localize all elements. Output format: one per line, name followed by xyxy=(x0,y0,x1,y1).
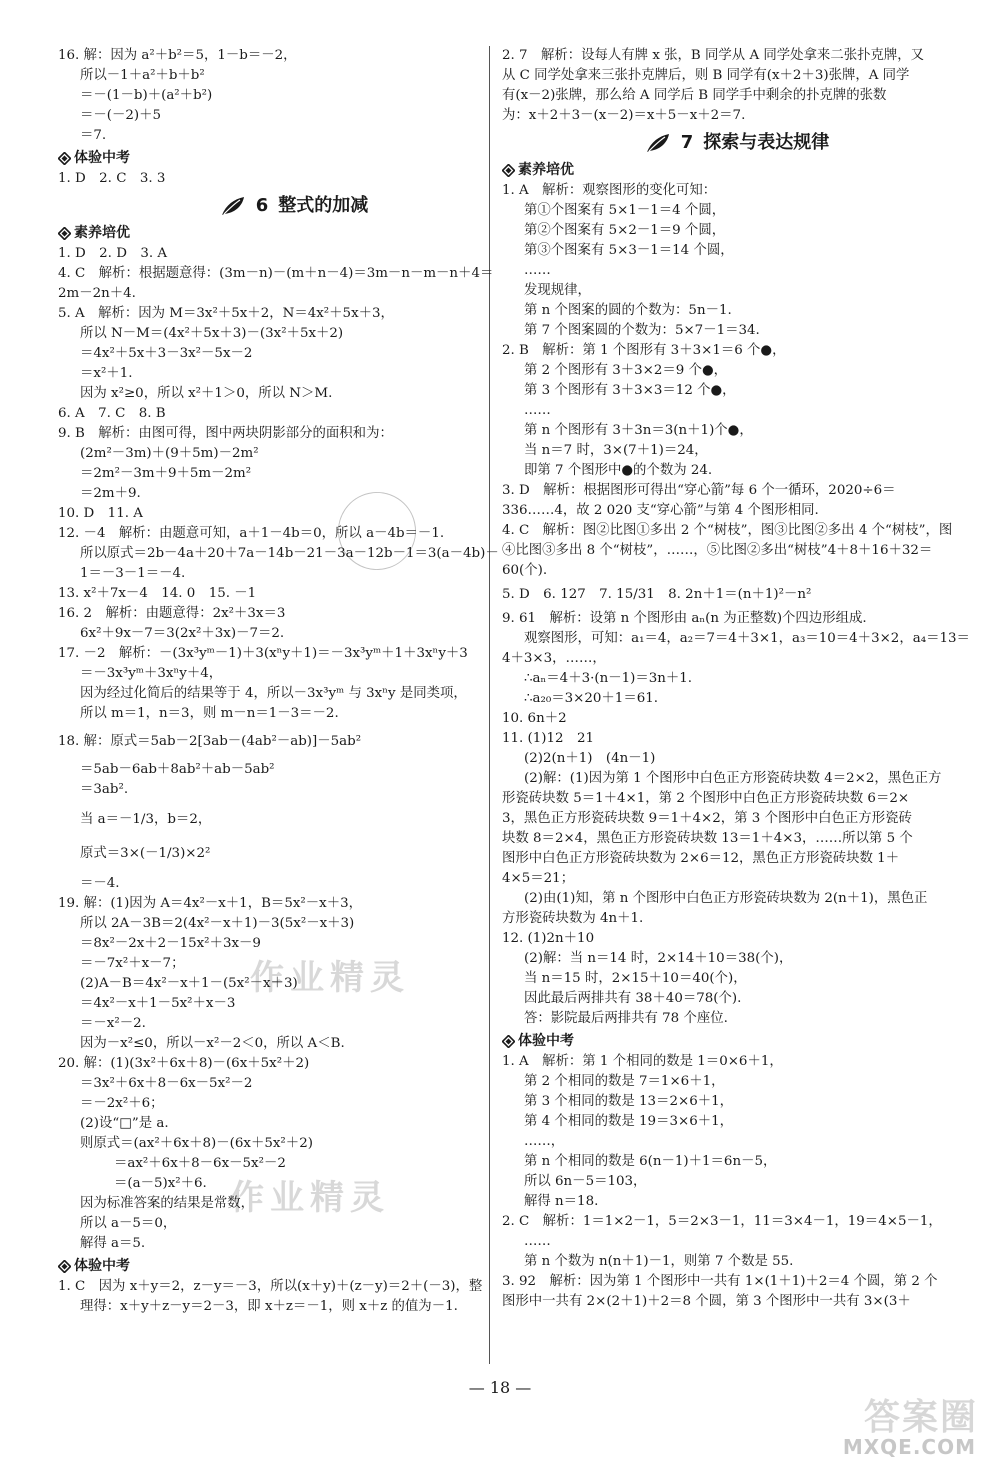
watermark-brand: 答案圈 xyxy=(863,1397,978,1438)
text-line: 第①个图案有 5×1－1＝4 个圆， xyxy=(524,203,726,218)
text-line: 20. 解：(1)(3x²＋6x＋8)－(6x＋5x²＋2) xyxy=(58,1056,310,1071)
text-line: 1. A 解析：第 1 个相同的数是 1＝0×6＋1， xyxy=(502,1054,783,1069)
text-line: 有(x－2)张牌，那么给 A 同学后 B 同学手中剩余的扑克牌的张数 xyxy=(502,88,887,103)
diamond-icon xyxy=(58,152,71,165)
section-number: 6 xyxy=(255,195,269,216)
page-number: — 18 — xyxy=(468,1378,532,1397)
text-line: 10. 6n＋2 xyxy=(502,711,567,726)
text-line: 17. －2 解析：－(3x³yᵐ－1)＋3(xⁿy＋1)＝－3x³yᵐ＋1＋3xⁿy＋3 xyxy=(58,646,468,661)
text-line: 因为－x²≤0，所以－x²－2＜0，所以 A＜B. xyxy=(80,1036,345,1051)
text-line: 第②个图案有 5×2－1＝9 个圆， xyxy=(524,223,726,238)
diamond-icon xyxy=(502,1035,515,1048)
text-line: 块数 8＝2×4，黑色正方形瓷砖块数 13＝1＋4×3，……所以第 5 个 xyxy=(502,831,913,846)
text-line: 16. 2 解析：由题意得：2x²＋3x＝3 xyxy=(58,606,286,621)
text-line: 第 n 个图形有 3＋3n＝3(n＋1)个●， xyxy=(524,423,753,438)
text-line: ＝2m＋9. xyxy=(80,486,141,501)
subsection-heading xyxy=(58,223,530,243)
text-line: (2)设“□”是 a. xyxy=(80,1116,169,1131)
text-line: 2m－2n＋4. xyxy=(58,286,136,301)
text-line: 理得：x＋y＋z－y＝2－3，即 x＋z＝－1，则 x＋z 的值为－1. xyxy=(80,1299,458,1314)
text-line: 16. 解：因为 a²＋b²＝5，1－b＝－2， xyxy=(58,48,297,63)
text-line: 即第 7 个图形中●的个数为 24. xyxy=(524,463,713,478)
faint-watermark-2: 作业精灵 xyxy=(230,1178,390,1218)
text-line: (2m²－3m)＋(9＋5m)－2m² xyxy=(80,446,259,461)
heading-label: 体验中考 xyxy=(74,150,130,166)
section-number: 7 xyxy=(680,132,694,153)
text-line: 为：x＋2＋3－(x－2)＝x＋5－x＋2＝7. xyxy=(502,108,746,123)
heading-label: 素养培优 xyxy=(518,162,574,178)
text-line: 13. x²＋7x－4 14. 0 15. －1 xyxy=(58,586,257,601)
text-line: ＝5ab－6ab＋8ab²＋ab－5ab² xyxy=(80,762,275,777)
text-line: 1. C 因为 x＋y＝2，z－y＝－3，所以(x＋y)＋(z－y)＝2＋(－3)，整 xyxy=(58,1279,483,1294)
text-line: 3. D 解析：根据图形可得出“穿心箭”每 6 个一循环，2020÷6＝ xyxy=(502,483,896,498)
text-line: (2)2(n＋1) (4n－1) xyxy=(524,751,656,766)
text-line: 11. (1)12 21 xyxy=(502,731,594,746)
text-line: ＝－3x³yᵐ＋3xⁿy＋4， xyxy=(80,666,223,681)
watermark-site: MXQE.COM xyxy=(842,1435,976,1459)
text-line: 所以 a－5＝0， xyxy=(80,1216,177,1231)
text-line: 2. C 解析：1＝1×2－1，5＝2×3－1，11＝3×4－1，19＝4×5－1， xyxy=(502,1214,942,1229)
text-line: ＝－4. xyxy=(80,876,120,891)
text-line: 1. D 2. C 3. 3 xyxy=(58,171,166,186)
text-line: ＝－(－2)＋5 xyxy=(80,108,162,123)
text-line: ……， xyxy=(524,1134,565,1149)
text-line: 19. 解：(1)因为 A＝4x²－x＋1，B＝5x²－x＋3， xyxy=(58,896,362,911)
text-line: 5. D 6. 127 7. 15/31 8. 2n＋1＝(n＋1)²－n² xyxy=(502,587,812,602)
text-line: 第 2 个图形有 3＋3×2＝9 个●， xyxy=(524,363,728,378)
text-line: 解得 n＝18. xyxy=(524,1194,599,1209)
diamond-icon xyxy=(58,1260,71,1273)
text-line: ＝4x²＋5x＋3－3x²－5x－2 xyxy=(80,346,253,361)
text-line: 10. D 11. A xyxy=(58,506,143,521)
text-line: 12. (1)2n＋10 xyxy=(502,931,595,946)
text-line: 发现规律， xyxy=(524,283,591,298)
text-line: ＝－x²－2. xyxy=(80,1016,146,1031)
text-line: 第 4 个相同的数是 19＝3×6＋1， xyxy=(524,1114,734,1129)
text-line: ＝8x²－2x＋2－15x²＋3x－9 xyxy=(80,936,261,951)
text-line: ＝－2x²＋6； xyxy=(80,1096,164,1111)
text-line: ＝(a－5)x²＋6. xyxy=(114,1176,207,1191)
text-line: 所以 6n－5＝103， xyxy=(524,1174,647,1189)
text-line: ＝3ab². xyxy=(80,782,129,797)
text-line: ＝3x²＋6x＋8－6x－5x²－2 xyxy=(80,1076,253,1091)
text-line: 因为经过化简后的结果等于 4，所以－3x³yᵐ 与 3xⁿy 是同类项， xyxy=(80,686,467,701)
text-line: 9. 61 解析：设第 n 个图形由 aₙ(n 为正整数)个四边形组成. xyxy=(502,611,867,626)
text-line: (2)解：当 n＝14 时，2×14＋10＝38(个)， xyxy=(524,951,793,966)
section-title-text: 整式的加减 xyxy=(278,195,369,216)
leaf-icon xyxy=(220,195,246,217)
section-title xyxy=(502,132,972,154)
text-line: (2)解：(1)因为第 1 个图形中白色正方形瓷砖块数 4＝2×2，黑色正方 xyxy=(524,771,942,786)
text-line: 答：影院最后两排共有 78 个座位. xyxy=(524,1011,728,1026)
text-line: 图形中一共有 2×(2＋1)＋2＝8 个圆，第 3 个图形中一共有 3×(3＋ xyxy=(502,1294,911,1309)
text-line: 第 3 个相同的数是 13＝2×6＋1， xyxy=(524,1094,734,1109)
text-line: 12. －4 解析：由题意可知，a＋1－4b＝0，所以 a－4b＝－1. xyxy=(58,526,445,541)
leaf-icon xyxy=(645,132,671,154)
text-line: 所以 2A－3B＝2(4x²－x＋1)－3(5x²－x＋3) xyxy=(80,916,355,931)
right-column xyxy=(502,46,972,1312)
text-line: 因为 x²≥0，所以 x²＋1＞0，所以 N＞M. xyxy=(80,386,333,401)
text-line: 第 3 个图形有 3＋3×3＝12 个●， xyxy=(524,383,736,398)
text-line: 4＋3×3，……， xyxy=(502,651,606,666)
text-line: 当 n＝7 时，3×(7＋1)＝24， xyxy=(524,443,708,458)
text-line: 当 n＝15 时，2×15＋10＝40(个)， xyxy=(524,971,747,986)
text-line: 4. C 解析：图②比图①多出 2 个“树枝”，图③比图②多出 4 个“树枝”，图 xyxy=(502,523,953,538)
text-line: 所以 m＝1，n＝3，则 m－n＝1－3＝－2. xyxy=(80,706,339,721)
text-line: 所以 N－M＝(4x²＋5x＋3)－(3x²＋5x＋2) xyxy=(80,326,344,341)
text-line: (2)由(1)知，第 n 个图形中白色正方形瓷砖块数为 2(n＋1)，黑色正 xyxy=(524,891,928,906)
text-line: 因此最后两排共有 38＋40＝78(个). xyxy=(524,991,742,1006)
section-title-text: 探索与表达规律 xyxy=(703,132,830,153)
heading-label: 素养培优 xyxy=(74,225,130,241)
text-line: 第 2 个相同的数是 7＝1×6＋1， xyxy=(524,1074,725,1089)
text-line: ＝x²＋1. xyxy=(80,366,133,381)
text-line: 观察图形，可知：a₁＝4，a₂＝7＝4＋3×1，a₃＝10＝4＋3×2，a₄＝13＝ xyxy=(524,631,970,646)
text-line: 60(个). xyxy=(502,563,548,578)
heading-label: 体验中考 xyxy=(518,1033,574,1049)
text-line: 2. 7 解析：设每人有牌 x 张，B 同学从 A 同学处拿来二张扑克牌，又 xyxy=(502,48,925,63)
text-line: …… xyxy=(524,403,551,418)
text-line: 第③个图案有 5×3－1＝14 个圆， xyxy=(524,243,734,258)
text-line: 解得 a＝5. xyxy=(80,1236,146,1251)
subsection-heading xyxy=(58,1256,530,1276)
text-line: 9. B 解析：由图可得，图中两块阴影部分的面积和为： xyxy=(58,426,393,441)
subsection-heading xyxy=(502,1031,972,1051)
text-line: ＝7. xyxy=(80,128,107,143)
text-line: 从 C 同学处拿来三张扑克牌后，则 B 同学有(x＋2＋3)张牌，A 同学 xyxy=(502,68,910,83)
diamond-icon xyxy=(58,227,71,240)
text-line: 所以原式＝2b－4a＋20＋7a－14b－21－3a－12b－1＝3(a－4b)－ xyxy=(80,546,499,561)
section-title xyxy=(58,195,530,217)
site-watermark xyxy=(822,1383,982,1463)
text-line: 18. 解：原式＝5ab－2[3ab－(4ab²－ab)]－5ab² xyxy=(58,734,362,749)
text-line: ＝ax²＋6x＋8－6x－5x²－2 xyxy=(114,1156,286,1171)
text-line: …… xyxy=(524,263,551,278)
text-line: 形瓷砖块数 5＝1＋4×1，第 2 个图形中白色正方形瓷砖块数 6＝2× xyxy=(502,791,910,806)
text-line: 1. A 解析：观察图形的变化可知： xyxy=(502,183,717,198)
text-line: 6x²＋9x－7＝3(2x²＋3x)－7＝2. xyxy=(80,626,285,641)
text-line: ∴aₙ＝4＋3·(n－1)＝3n＋1. xyxy=(524,671,693,686)
text-line: ＝－7x²＋x－7； xyxy=(80,956,185,971)
text-line: 336……4，故 2 020 支“穿心箭”与第 4 个图形相同. xyxy=(502,503,819,518)
text-line: 2. B 解析：第 1 个图形有 3＋3×1＝6 个●， xyxy=(502,343,786,358)
text-line: 因为标准答案的结果是常数， xyxy=(80,1196,255,1211)
text-line: 第 n 个数为 n(n＋1)－1，则第 7 个数是 55. xyxy=(524,1254,794,1269)
text-line: 1＝－3－1＝－4. xyxy=(80,566,186,581)
text-line: 6. A 7. C 8. B xyxy=(58,406,166,421)
text-line: 方形瓷砖块数为 4n＋1. xyxy=(502,911,644,926)
text-line: 3，黑色正方形瓷砖块数 9＝1＋4×2，第 3 个图形中白色正方形瓷砖 xyxy=(502,811,912,826)
text-line: 所以－1＋a²＋b＋b² xyxy=(80,68,205,83)
left-column xyxy=(58,46,530,1317)
text-line: 3. 92 解析：因为第 1 个图形中一共有 1×(1＋1)＋2＝4 个圆，第 2 个 xyxy=(502,1274,938,1289)
text-line: …… xyxy=(524,1234,551,1249)
text-line: 第 n 个相同的数是 6(n－1)＋1＝6n－5， xyxy=(524,1154,777,1169)
text-line: 第 7 个图案圆的个数为：5×7－1＝34. xyxy=(524,323,760,338)
text-line: 则原式＝(ax²＋6x＋8)－(6x＋5x²＋2) xyxy=(80,1136,313,1151)
subsection-heading xyxy=(58,148,530,168)
text-line: 4×5＝21； xyxy=(502,871,575,886)
text-line: (2)A－B＝4x²－x＋1－(5x²－x＋3) xyxy=(80,976,298,991)
text-line: 4. C 解析：根据题意得：(3m－n)－(m＋n－4)＝3m－n－m－n＋4＝ xyxy=(58,266,494,281)
text-line: 图形中白色正方形瓷砖块数为 2×6＝12，黑色正方形瓷砖块数 1＋ xyxy=(502,851,900,866)
text-line: 第 n 个图案的圆的个数为：5n－1. xyxy=(524,303,732,318)
text-line: ＝4x²－x＋1－5x²＋x－3 xyxy=(80,996,236,1011)
text-line: 5. A 解析：因为 M＝3x²＋5x＋2，N＝4x²＋5x＋3， xyxy=(58,306,394,321)
text-line: ④比图③多出 8 个“树枝”，……，⑤比图②多出“树枝”4＋8＋16＋32＝ xyxy=(502,543,933,558)
diamond-icon xyxy=(502,164,515,177)
text-line: ∴a₂₀＝3×20＋1＝61. xyxy=(524,691,659,706)
text-line: ＝－(1－b)＋(a²＋b²) xyxy=(80,88,213,103)
text-line: 当 a＝－1/3，b＝2， xyxy=(80,812,212,827)
heading-label: 体验中考 xyxy=(74,1258,130,1274)
subsection-heading xyxy=(502,160,972,180)
text-line: 1. D 2. D 3. A xyxy=(58,246,168,261)
text-line: ＝2m²－3m＋9＋5m－2m² xyxy=(80,466,252,481)
text-line: 原式＝3×(－1/3)×2² xyxy=(80,846,211,861)
faint-watermark-1: 作业精灵 xyxy=(250,958,410,998)
